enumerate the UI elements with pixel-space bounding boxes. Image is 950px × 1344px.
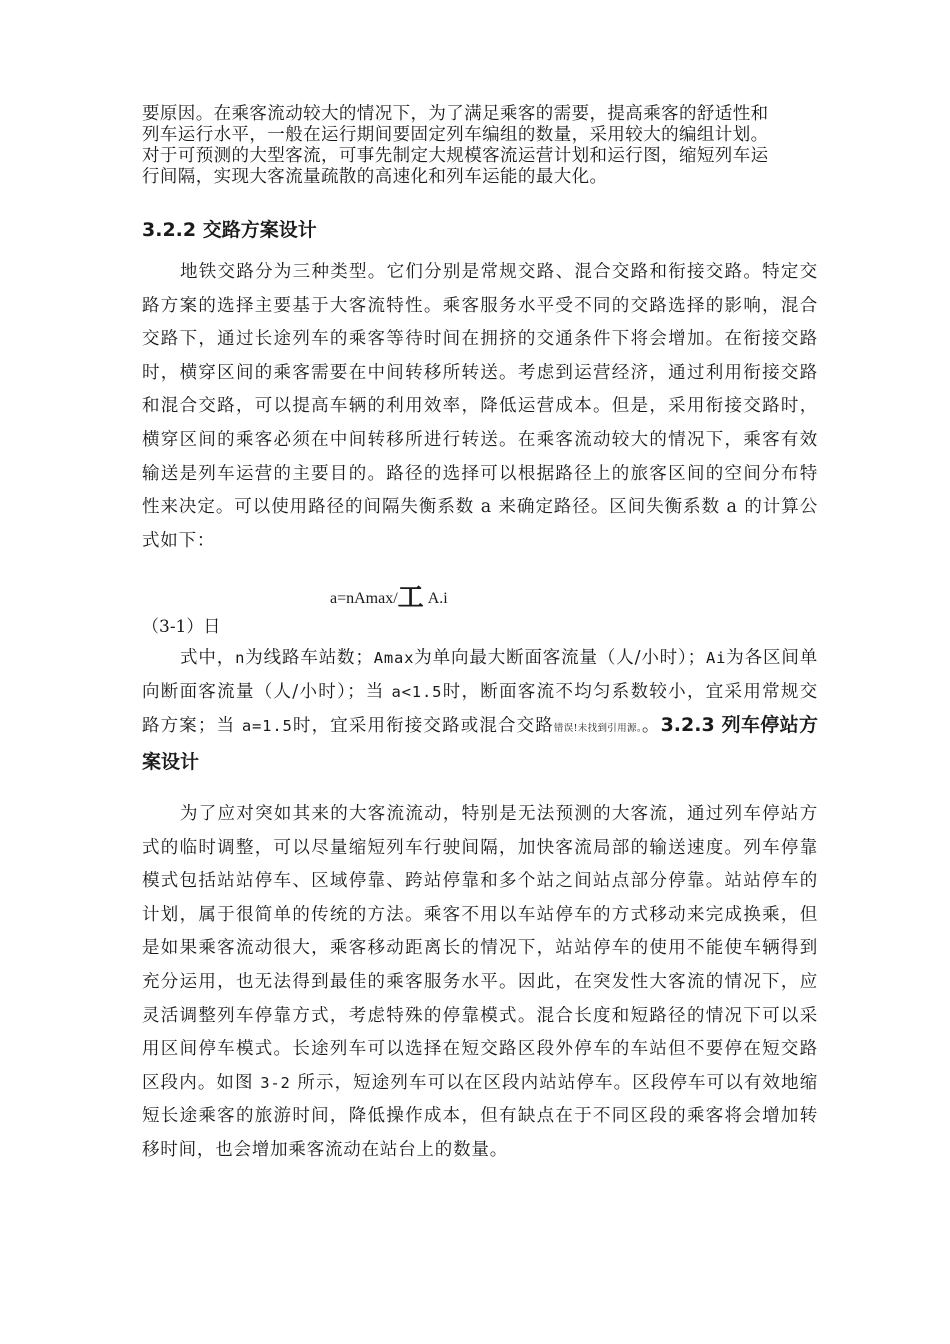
routing-paragraph <box>142 256 818 558</box>
equation-number: （3-1）日 <box>142 617 221 637</box>
top-paragraph-line: 行间隔，实现大客流量疏散的高速化和列车运能的最大化。 <box>142 167 608 187</box>
explain-text: 为各区间单向断面客流量（人/小时）；当 <box>142 648 818 702</box>
condition-a-equal: a=1.5 <box>241 717 293 736</box>
top-paragraph <box>142 104 810 188</box>
explain-text: 。 <box>641 716 661 737</box>
section-heading-3-2-3: 3.2.3 列车停站方案设计 <box>142 714 818 773</box>
explain-text: 为线路车站数； <box>245 648 374 668</box>
variable-amax: Amax <box>373 649 415 667</box>
stopping-text: 所示，短途列车可以在区段内站站停车。区段停车可以有效地缩短长途乘客的旅游时间，降低操作成本，但有缺点在于不同区段的乘客将会增加转移时间，也会增加乘客流动在站台上的数量。 <box>142 1072 818 1160</box>
stopping-paragraph <box>142 798 818 1168</box>
routing-paragraph-text: 地铁交路分为三种类型。它们分别是常规交路、混合交路和衔接交路。特定交路方案的选择主要基于大客流特性。乘客服务水平受不同的交路选择的影响，混合交路下，通过长途列车的乘客等待时间在拥挤的交通条件下将会增加。在衔接交路时，横穿区间的乘客需要在中间转移所转送。考虑到运营经济，通过利用衔接交路和混合交路，可以提高车辆的利用效率，降低运营成本。但是，采用衔接交路时，横穿区间的乘客必须在中间转移所进行转送。在乘客流动较大的情况下，乘客有效输送是列车运营的主要目的。路径的选择可以根据路径上的旅客区间的空间分布特性来决定。可以使用路径的间隔失衡系数 a 来确定路径。区间失衡系数 a 的计算公式如下： <box>142 262 818 551</box>
variable-ai: Ai <box>705 649 727 667</box>
condition-a-less: a<1.5 <box>391 682 443 701</box>
formula-3-1 <box>330 577 448 614</box>
explain-text: 时，宜采用衔接交路或混合交路 <box>292 716 554 737</box>
explain-text: 为单向最大断面客流量（人/小时）； <box>414 648 706 668</box>
formula-right: A.i <box>427 590 448 607</box>
top-paragraph-line: 列车运行水平，一般在运行期间要固定列车编组的数量，采用较大的编组计划。 <box>142 125 769 145</box>
top-paragraph-line: 对于可预测的大型客流，可事先制定大规模客流运营计划和运行图，缩短列车运 <box>142 146 769 166</box>
section-heading-3-2-2: 3.2.2 交路方案设计 <box>142 219 317 241</box>
explain-text: 式中， <box>180 648 236 668</box>
formula-left: a=nAmax/ <box>330 590 398 607</box>
error-reference: 错误!未找到引用源。 <box>553 723 642 735</box>
figure-reference: 3-2 <box>260 1073 291 1092</box>
explain-text: 时，断面客流不均匀系数较小，宜采用常规交路方案；当 <box>142 681 818 737</box>
top-paragraph-line: 要原因。在乘客流动较大的情况下，为了满足乘客的需要，提高乘客的舒适性和 <box>142 104 769 124</box>
explain-paragraph <box>142 642 818 780</box>
stopping-text: 为了应对突如其来的大客流流动，特别是无法预测的大客流，通过列车停站方式的临时调整，可以尽量缩短列车行驶间隔，加快客流局部的输送速度。列车停靠模式包括站站停车、区域停靠、跨站停靠和多个站之间站点部分停靠。站站停车的计划，属于很简单的传统的方法。乘客不用以车站停车的方式移动来完成换乘，但是如果乘客流动很大，乘客移动距离长的情况下，站站停车的使用不能使车辆得到充分运用，也无法得到最佳的乘客服务水平。因此，在突发性大客流的情况下，应灵活调整列车停靠方式，考虑特殊的停靠模式。混合长度和短路径的情况下可以采用区间停车模式。长途列车可以选择在短交路区段外停车的车站但不要停在短交路区段内。如图 <box>142 804 818 1093</box>
variable-n: n <box>235 649 246 667</box>
formula-symbol: 工 <box>397 583 424 613</box>
